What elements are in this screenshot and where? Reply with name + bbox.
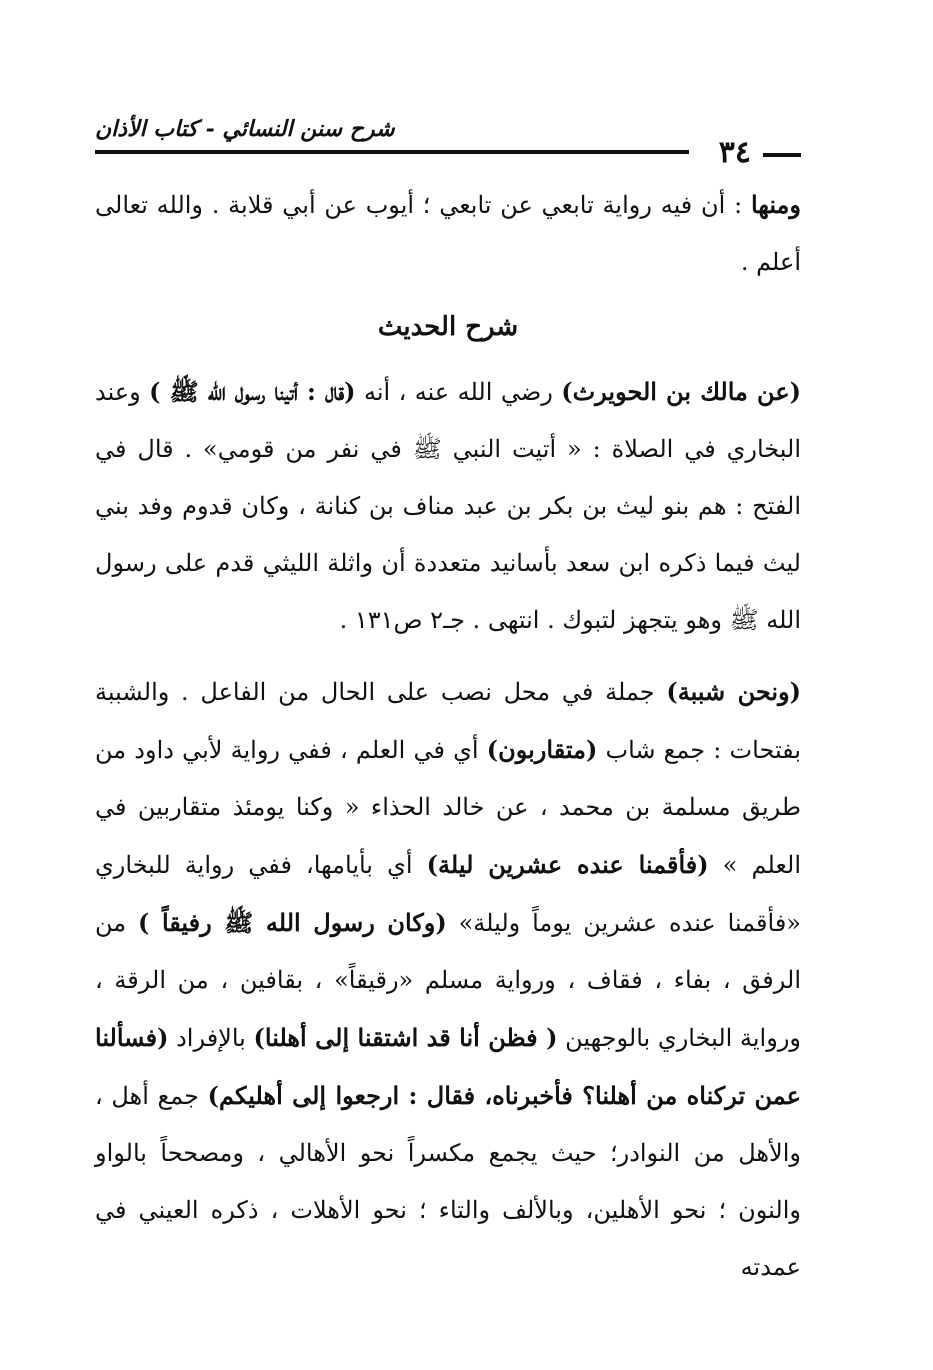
intro-lead: ومنها xyxy=(750,190,801,219)
para2-quote-2: (متقاربون) xyxy=(486,735,598,764)
section-heading: شرح الحديث xyxy=(377,312,519,342)
para2-quote-3: (فأقمنا عنده عشرين ليلة) xyxy=(426,850,709,879)
para2-text-3: أي بأيامها، ففي رواية للبخاري «فأقمنا عنده عشرين يوماً وليلة» xyxy=(95,851,801,937)
page-header xyxy=(95,112,801,174)
para2-quote-1: (ونحن شببة) xyxy=(666,677,801,706)
para2-text-2: أي في العلم ، ففي رواية لأبي داود من طريق مسلمة بن محمد ، عن خالد الحذاء « وكنا يومئذ متقاربين في العلم » xyxy=(95,736,801,879)
para2-text-5: بالإفراد xyxy=(168,1024,254,1052)
running-title: شرح سنن النسائي - كتاب الأذان xyxy=(95,116,395,142)
para1-quote-said: (قال : أتينا رسول الله ﷺ ) xyxy=(149,377,356,406)
header-rule xyxy=(95,150,689,154)
para2-quote-6: (فسألنا عمن تركناه من أهلنا؟ فأخبرناه، فقال : ارجعوا إلى أهليكم) xyxy=(95,1023,801,1110)
para2-text-4: من الرفق ، بفاء ، فقاف ، ورواية مسلم «رقيقاً» ، بقافين ، من الرقة ، ورواية البخاري بالوجهين xyxy=(95,909,801,1052)
para1-quote-narrator: (عن مالك بن الحويرث) xyxy=(561,377,801,406)
para2-text-6: جمع أهل ، والأهل من النوادر؛ حيث يجمع مكسراً نحو الأهالي ، ومصححاً بالواو والنون ؛ نحو الأهلين، وبالألف والتاء ؛ نحو الأهلات ، ذكره العيني في عمدته xyxy=(95,1082,801,1281)
page-number: ٣٤ xyxy=(718,135,751,170)
para2-quote-4: (وكان رسول الله ﷺ رفيقاً ) xyxy=(138,908,447,937)
paragraph-1 xyxy=(95,363,801,649)
text-body xyxy=(95,176,801,1296)
para1-text-1: رضي الله عنه ، أنه xyxy=(355,378,562,406)
page-number-dash xyxy=(763,153,801,157)
intro-paragraph xyxy=(95,176,801,291)
para1-text-2: وعند البخاري في الصلاة : « أتيت النبي ﷺ في نفر من قومي» . قال في الفتح : هم بنو ليث بن بكر بن عبد مناف بن كنانة ، وكان قدوم وفد بني ليث فيما ذكره ابن سعد بأسانيد متعددة أن واثلة الليثي قدم على رسول الله ﷺ وهو يتجهز لتبوك . انتهى . جـ٢ ص١٣١ . xyxy=(95,378,801,634)
paragraph-2 xyxy=(95,663,801,1296)
para2-text-1: جملة في محل نصب على الحال من الفاعل . والشببة بفتحات : جمع شاب xyxy=(95,678,802,764)
intro-text: : أن فيه رواية تابعي عن تابعي ؛ أيوب عن أبي قلابة . والله تعالى أعلم . xyxy=(95,191,801,276)
para2-quote-5: ( فظن أنا قد اشتقنا إلى أهلنا) xyxy=(253,1023,558,1052)
